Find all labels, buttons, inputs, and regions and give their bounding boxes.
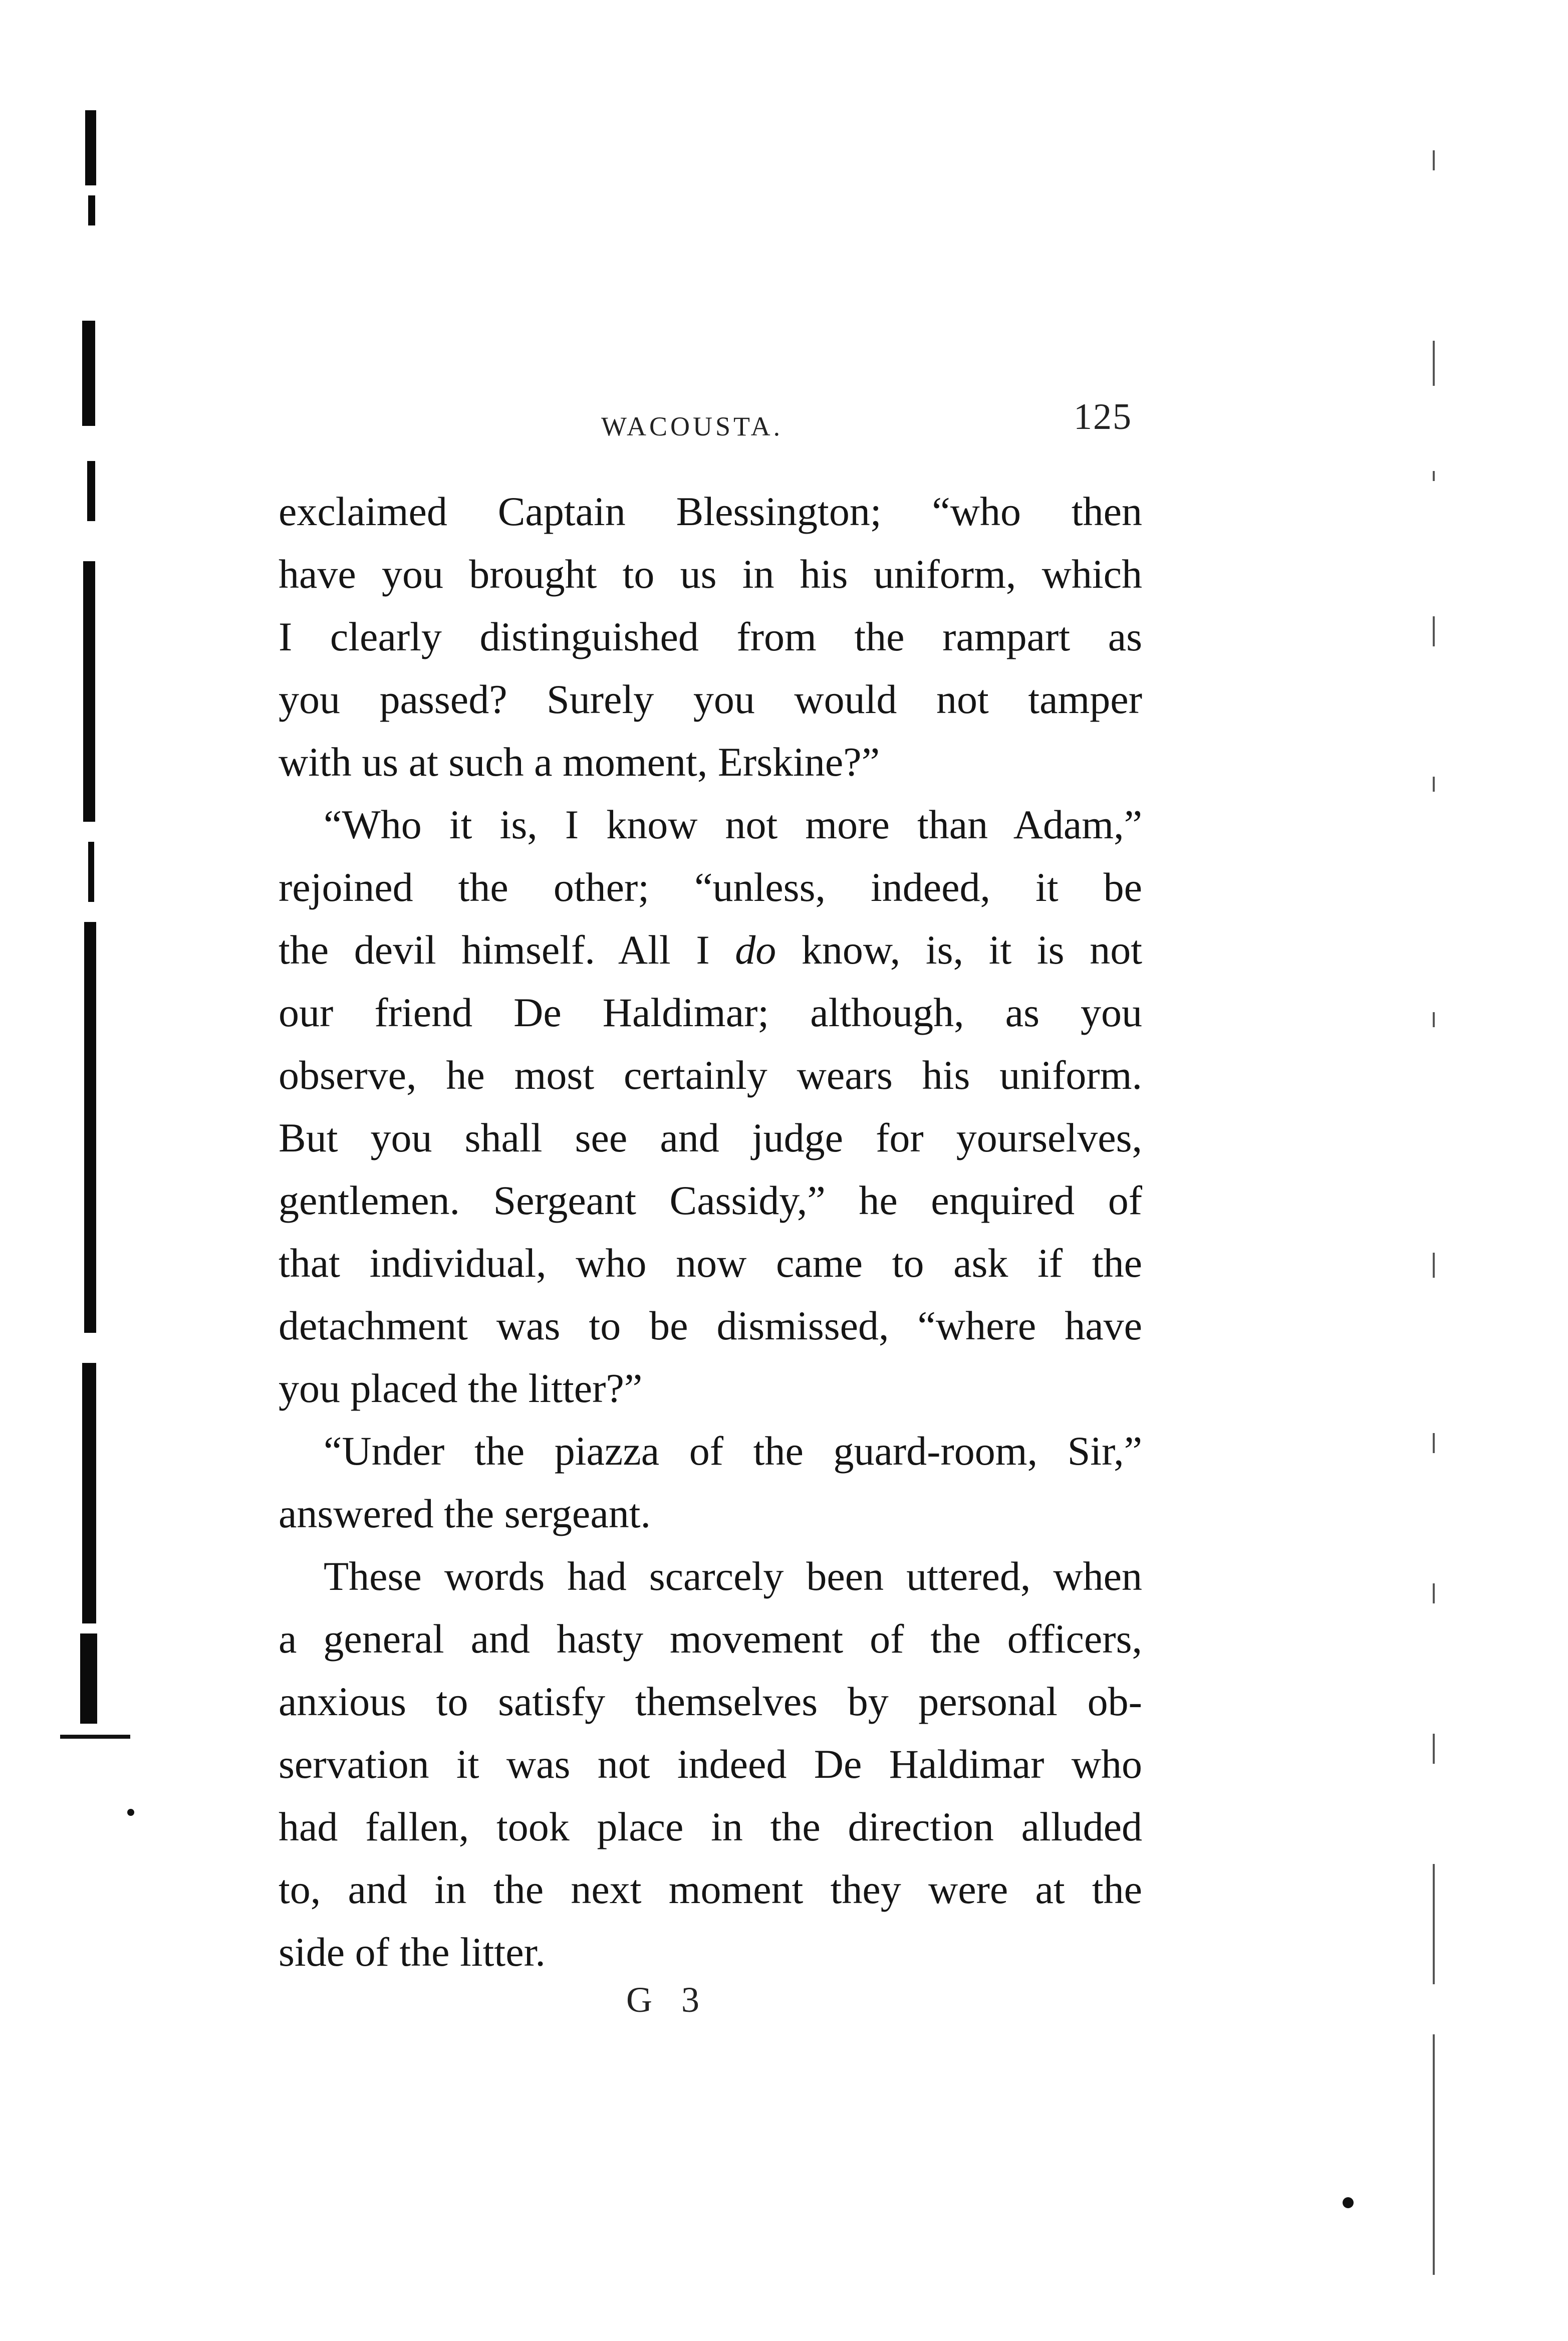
running-head: [281, 396, 1142, 446]
scan-binding-edge: [60, 110, 100, 1588]
text-line: a general and hasty movement of the officers,: [279, 1616, 1142, 1662]
text-line: gentlemen. Sergeant Cassidy,” he enquired of: [279, 1178, 1142, 1223]
text-line: “Who it is, I know not more than Adam,”: [324, 802, 1142, 847]
text-line: have you brought to us in his uniform, which: [279, 551, 1142, 597]
signature-mark: G 3: [626, 1980, 709, 2020]
ink-dot: [127, 1809, 134, 1816]
text-line: These words had scarcely been uttered, when: [324, 1553, 1142, 1599]
text-line: the devil himself. All I do know, is, it is not: [279, 927, 1142, 973]
text-line: I clearly distinguished from the rampart as: [279, 614, 1142, 659]
text-line: rejoined the other; “unless, indeed, it be: [279, 864, 1142, 910]
text-line: our friend De Haldimar; although, as you: [279, 990, 1142, 1035]
text-line: But you shall see and judge for yourselves,: [279, 1115, 1142, 1160]
body-text: [279, 480, 1142, 1983]
text-line: servation it was not indeed De Haldimar who: [279, 1741, 1142, 1787]
running-title: WACOUSTA.: [601, 411, 783, 441]
text-line: side of the litter.: [279, 1929, 546, 1975]
page-number: 125: [1074, 396, 1132, 437]
text-line: you passed? Surely you would not tamper: [279, 676, 1142, 722]
text-line: anxious to satisfy themselves by personal ob-: [279, 1679, 1142, 1724]
text-line: to, and in the next moment they were at the: [279, 1866, 1142, 1912]
text-line: answered the sergeant.: [279, 1491, 651, 1536]
text-line: you placed the litter?”: [279, 1365, 643, 1411]
text-line: exclaimed Captain Blessington; “who then: [279, 489, 1142, 534]
ink-dot: [1343, 2197, 1354, 2208]
text-line: with us at such a moment, Erskine?”: [279, 739, 880, 785]
text-line: observe, he most certainly wears his uniform.: [279, 1052, 1142, 1098]
text-line: had fallen, took place in the direction alluded: [279, 1804, 1142, 1849]
text-line: detachment was to be dismissed, “where have: [279, 1303, 1142, 1348]
scan-speckles: [1433, 150, 1448, 2255]
text-line: “Under the piazza of the guard-room, Sir,”: [324, 1428, 1142, 1474]
text-line: that individual, who now came to ask if the: [279, 1240, 1142, 1286]
